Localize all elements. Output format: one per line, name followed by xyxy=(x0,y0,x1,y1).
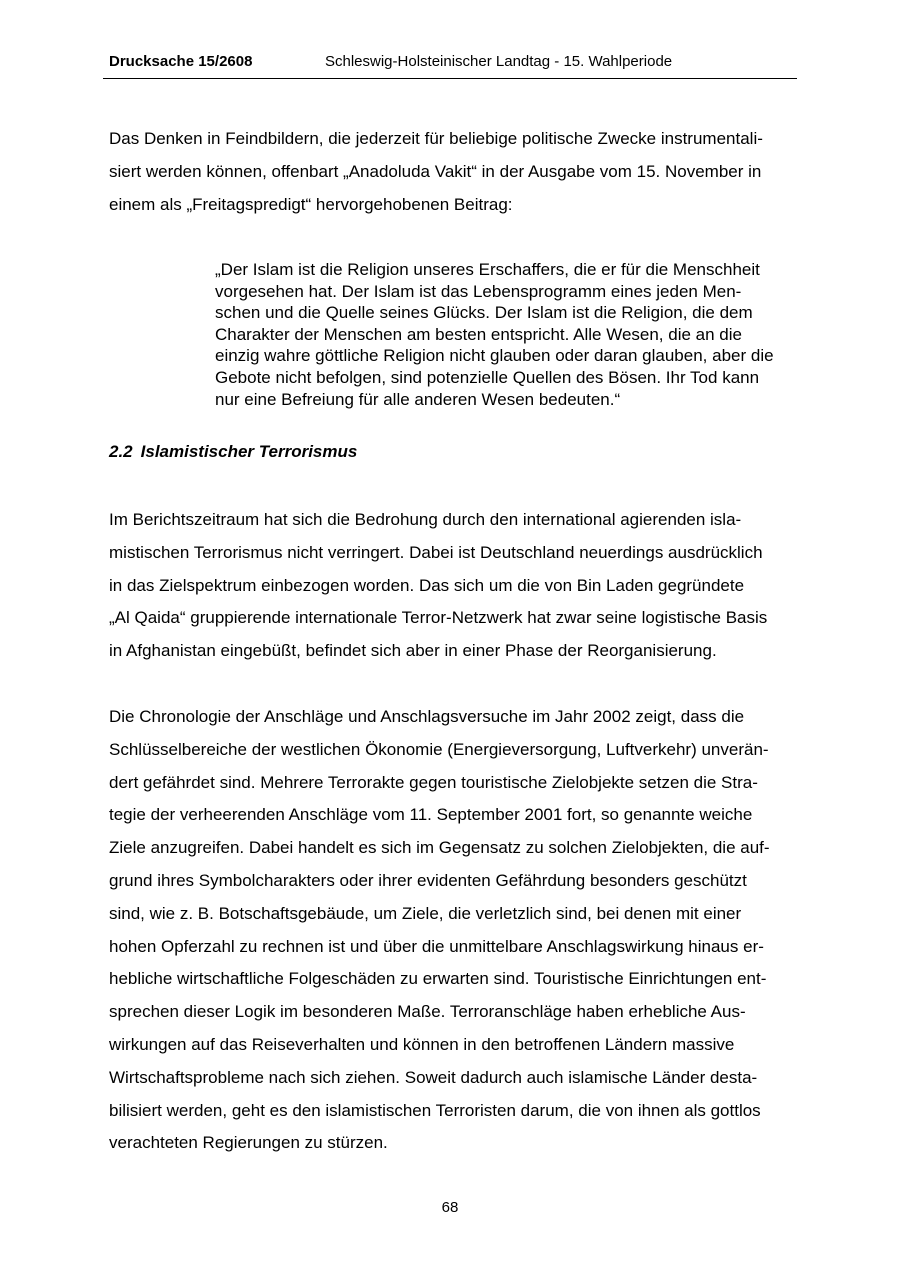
page-header xyxy=(103,52,797,79)
quote-line: einzig wahre göttliche Religion nicht glauben oder daran glauben, aber die xyxy=(215,346,774,366)
text-line: Die Chronologie der Anschläge und Anschlagsversuche im Jahr 2002 zeigt, dass die xyxy=(109,707,745,726)
text-line: siert werden können, offenbart „Anadoluda Vakit“ in der Ausgabe vom 15. November in xyxy=(109,161,762,181)
text-line: Schlüsselbereiche der westlichen Ökonomie (Energieversorgung, Luftverkehr) unverän- xyxy=(109,739,769,759)
text-line: bilisiert werden, geht es den islamistischen Terroristen darum, die von ihnen als gottlos xyxy=(109,1100,761,1120)
quote-line: „Der Islam ist die Religion unseres Erschaffers, die er für die Menschheit xyxy=(215,260,760,279)
text-line: Im Berichtszeitraum hat sich die Bedrohung durch den international agierenden isla- xyxy=(109,510,742,529)
text-line: Ziele anzugreifen. Dabei handelt es sich im Gegensatz zu solchen Zielobjekten, die auf- xyxy=(109,838,770,858)
text-line: dert gefährdet sind. Mehrere Terrorakte gegen touristische Zielobjekte setzen die Stra- xyxy=(109,772,758,792)
text-line: in Afghanistan eingebüßt, befindet sich aber in einer Phase der Reorganisierung. xyxy=(109,641,717,661)
quote-line: nur eine Befreiung für alle anderen Wesen bedeuten.“ xyxy=(215,389,621,409)
section-title: Islamistischer Terrorismus xyxy=(140,442,358,461)
document-number: Drucksache 15/2608 xyxy=(109,53,253,70)
section-number: 2.2 xyxy=(109,442,133,461)
text-line: in das Zielspektrum einbezogen worden. Das sich um die von Bin Laden gegründete xyxy=(109,575,745,595)
text-line: einem als „Freitagspredigt“ hervorgehobenen Beitrag: xyxy=(109,194,513,214)
text-line: verachteten Regierungen zu stürzen. xyxy=(109,1133,388,1153)
text-line: sprechen dieser Logik im besonderen Maße. Terroranschläge haben erhebliche Aus- xyxy=(109,1002,746,1022)
section-heading xyxy=(109,442,357,462)
text-line: mistischen Terrorismus nicht verringert. Dabei ist Deutschland neuerdings ausdrücklich xyxy=(109,542,763,562)
text-line: „Al Qaida“ gruppierende internationale Terror-Netzwerk hat zwar seine logistische Basis xyxy=(109,608,768,628)
quote-line: Charakter der Menschen am besten entspricht. Alle Wesen, die an die xyxy=(215,324,742,344)
paragraph-chronology xyxy=(109,701,799,1160)
paragraph-threat xyxy=(109,504,799,668)
text-line: hohen Opferzahl zu rechnen ist und über die unmittelbare Anschlagswirkung hinaus er- xyxy=(109,936,764,956)
quote-line: Gebote nicht befolgen, sind potenzielle Quellen des Bösen. Ihr Tod kann xyxy=(215,367,760,387)
intro-paragraph xyxy=(109,123,799,221)
text-line: tegie der verheerenden Anschläge vom 11. September 2001 fort, so genannte weiche xyxy=(109,805,753,825)
text-line: Wirtschaftsprobleme nach sich ziehen. Soweit dadurch auch islamische Länder desta- xyxy=(109,1067,758,1087)
quote-line: vorgesehen hat. Der Islam ist das Lebensprogramm eines jeden Men- xyxy=(215,281,742,301)
page-number: 68 xyxy=(441,1199,459,1216)
text-line: grund ihres Symbolcharakters oder ihrer evidenten Gefährdung besonders geschützt xyxy=(109,870,747,890)
block-quote xyxy=(215,259,805,410)
text-line: Das Denken in Feindbildern, die jederzeit für beliebige politische Zwecke instrumentali- xyxy=(109,129,763,148)
text-line: wirkungen auf das Reiseverhalten und können in den betroffenen Ländern massive xyxy=(109,1034,735,1054)
parliament-title: Schleswig-Holsteinischer Landtag - 15. Wahlperiode xyxy=(325,53,673,70)
text-line: hebliche wirtschaftliche Folgeschäden zu erwarten sind. Touristische Einrichtungen ent- xyxy=(109,969,767,989)
quote-line: schen und die Quelle seines Glücks. Der Islam ist die Religion, die dem xyxy=(215,303,753,323)
text-line: sind, wie z. B. Botschaftsgebäude, um Ziele, die verletzlich sind, bei denen mit einer xyxy=(109,903,742,923)
